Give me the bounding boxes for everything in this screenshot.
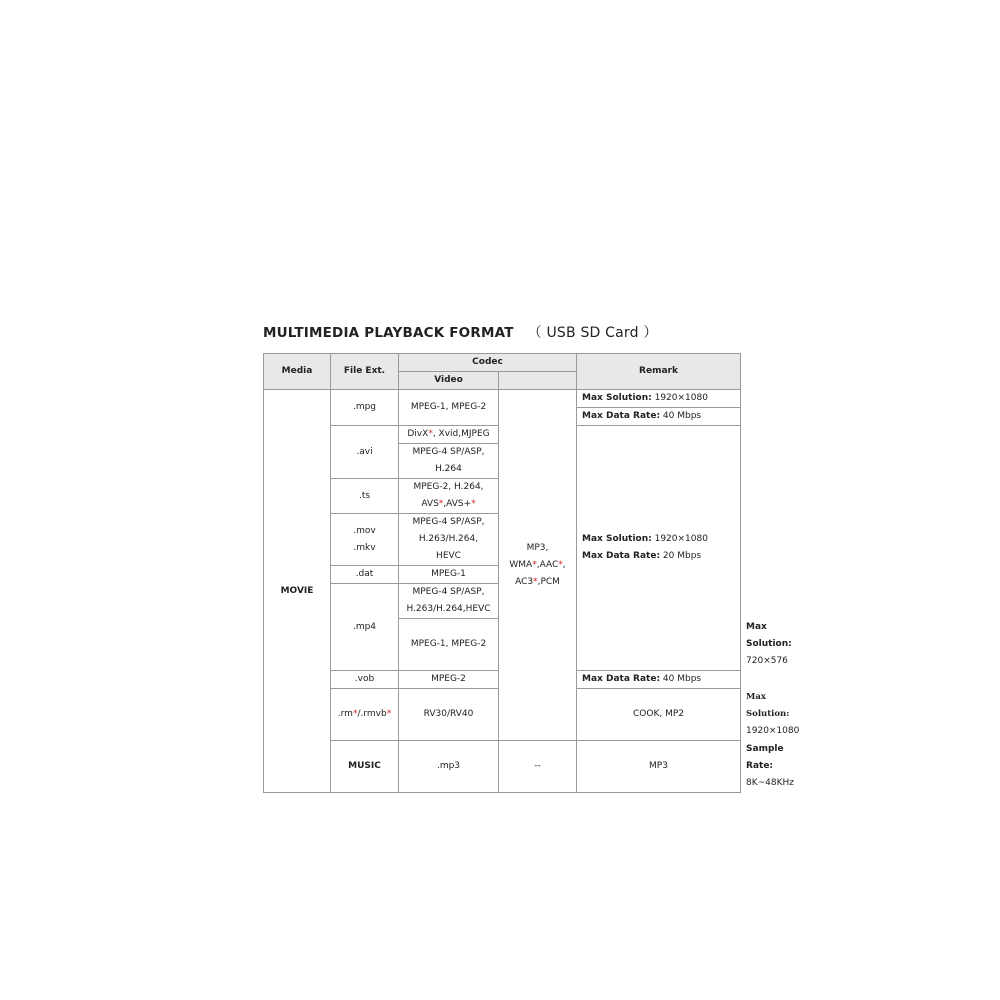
header-remark: Remark xyxy=(577,354,741,390)
ext-avi: .avi xyxy=(331,426,399,479)
remark-label: Max Solution: xyxy=(582,534,652,544)
remark-r5 xyxy=(577,671,741,689)
header-file-ext: File Ext. xyxy=(331,354,399,390)
video-line: H.263/H.264, xyxy=(418,534,479,544)
video-ts xyxy=(399,479,499,514)
star-mark: * xyxy=(471,499,476,509)
star-mark: * xyxy=(386,709,392,719)
title-main: MULTIMEDIA PLAYBACK FORMAT xyxy=(263,325,514,341)
video-line: H.263/H.264,HEVC xyxy=(406,604,491,614)
remark-r3 xyxy=(577,426,741,671)
star-mark: * xyxy=(558,559,563,570)
video-avs-plus: ,AVS+ xyxy=(443,499,472,509)
video-vob: MPEG-2 xyxy=(399,671,499,689)
remark-label: Max Data Rate: xyxy=(582,411,661,421)
video-xvid: , Xvid,MJPEG xyxy=(432,429,490,439)
page-title xyxy=(263,322,658,342)
star-mark: * xyxy=(533,576,538,587)
video-mp4-b: MPEG-1, MPEG-2 xyxy=(399,619,499,671)
media-music: MUSIC xyxy=(331,741,399,793)
remark-value: 8K~48KHz xyxy=(746,778,795,788)
remark-r3-line2 xyxy=(582,548,738,565)
title-sub: （ USB SD Card ） xyxy=(527,325,658,341)
remark-r1 xyxy=(577,390,741,408)
video-avi-2 xyxy=(399,444,499,479)
ext-rmvb: /.rmvb xyxy=(357,709,387,719)
remark-label: Max Solution: xyxy=(582,393,652,403)
video-dat: MPEG-1 xyxy=(399,566,499,584)
audio-wma: WMA xyxy=(509,559,533,570)
video-line xyxy=(401,496,496,513)
video-mp3: -- xyxy=(499,741,577,793)
audio-comma: , xyxy=(562,559,566,570)
ext-mp4: .mp4 xyxy=(331,584,399,671)
remark-label: Max Data Rate: xyxy=(582,674,661,684)
audio-main-line2 xyxy=(501,557,574,574)
ext-mpg: .mpg xyxy=(331,390,399,426)
ext-rm: .rm xyxy=(337,709,353,719)
remark-value: 1920×1080 xyxy=(746,726,800,736)
ext-mov: .mov xyxy=(353,525,376,536)
video-mpg: MPEG-1, MPEG-2 xyxy=(399,390,499,426)
ext-dat: .dat xyxy=(331,566,399,584)
ext-mov-mkv xyxy=(331,514,399,566)
playback-format-table xyxy=(263,353,800,793)
star-mark: * xyxy=(438,499,444,509)
remark-r3-line1 xyxy=(582,531,738,548)
video-avi-1 xyxy=(399,426,499,444)
header-audio xyxy=(499,372,577,390)
ext-ts: .ts xyxy=(331,479,399,514)
audio-main-line1: MP3, xyxy=(526,542,549,553)
star-mark: * xyxy=(428,429,433,439)
remark-label: Max Data Rate: xyxy=(582,551,661,561)
header-codec: Codec xyxy=(399,354,577,372)
remark-r2 xyxy=(577,408,741,426)
ext-mp3: .mp3 xyxy=(399,741,499,793)
audio-pcm: ,PCM xyxy=(537,576,560,587)
remark-value: 40 Mbps xyxy=(662,674,702,684)
video-line: H.264 xyxy=(435,464,462,474)
video-divx: DivX xyxy=(407,429,429,439)
video-line: MPEG-2, H.264, xyxy=(413,482,484,492)
ext-mkv: .mkv xyxy=(353,542,376,553)
video-mov xyxy=(399,514,499,566)
audio-rm: COOK, MP2 xyxy=(577,689,741,741)
video-line: MPEG-4 SP/ASP, xyxy=(412,587,485,597)
remark-label: Max Solution: xyxy=(746,622,792,649)
ext-vob: .vob xyxy=(331,671,399,689)
audio-main-line3 xyxy=(501,574,574,591)
video-mp4-a xyxy=(399,584,499,619)
video-line: HEVC xyxy=(436,551,461,561)
audio-main xyxy=(499,390,577,741)
audio-ac3: AC3 xyxy=(515,576,534,587)
remark-value: 720×576 xyxy=(746,656,788,666)
remark-value: 1920×1080 xyxy=(654,534,708,544)
remark-label: Sample Rate: xyxy=(746,744,784,771)
audio-mp3: MP3 xyxy=(577,741,741,793)
remark-value: 1920×1080 xyxy=(654,393,708,403)
ext-rm-rmvb xyxy=(331,689,399,741)
audio-aac: ,AAC xyxy=(536,559,559,570)
video-rm: RV30/RV40 xyxy=(399,689,499,741)
header-video: Video xyxy=(399,372,499,390)
star-mark: * xyxy=(352,709,358,719)
media-movie: MOVIE xyxy=(264,390,331,793)
header-media: Media xyxy=(264,354,331,390)
remark-label: Max Solution: xyxy=(746,692,790,719)
remark-value: 40 Mbps xyxy=(662,411,702,421)
video-line: MPEG-4 SP/ASP, xyxy=(412,517,485,527)
video-line: MPEG-4 SP/ASP, xyxy=(412,447,485,457)
remark-value: 20 Mbps xyxy=(662,551,702,561)
video-avs: AVS xyxy=(421,499,439,509)
star-mark: * xyxy=(532,559,537,570)
